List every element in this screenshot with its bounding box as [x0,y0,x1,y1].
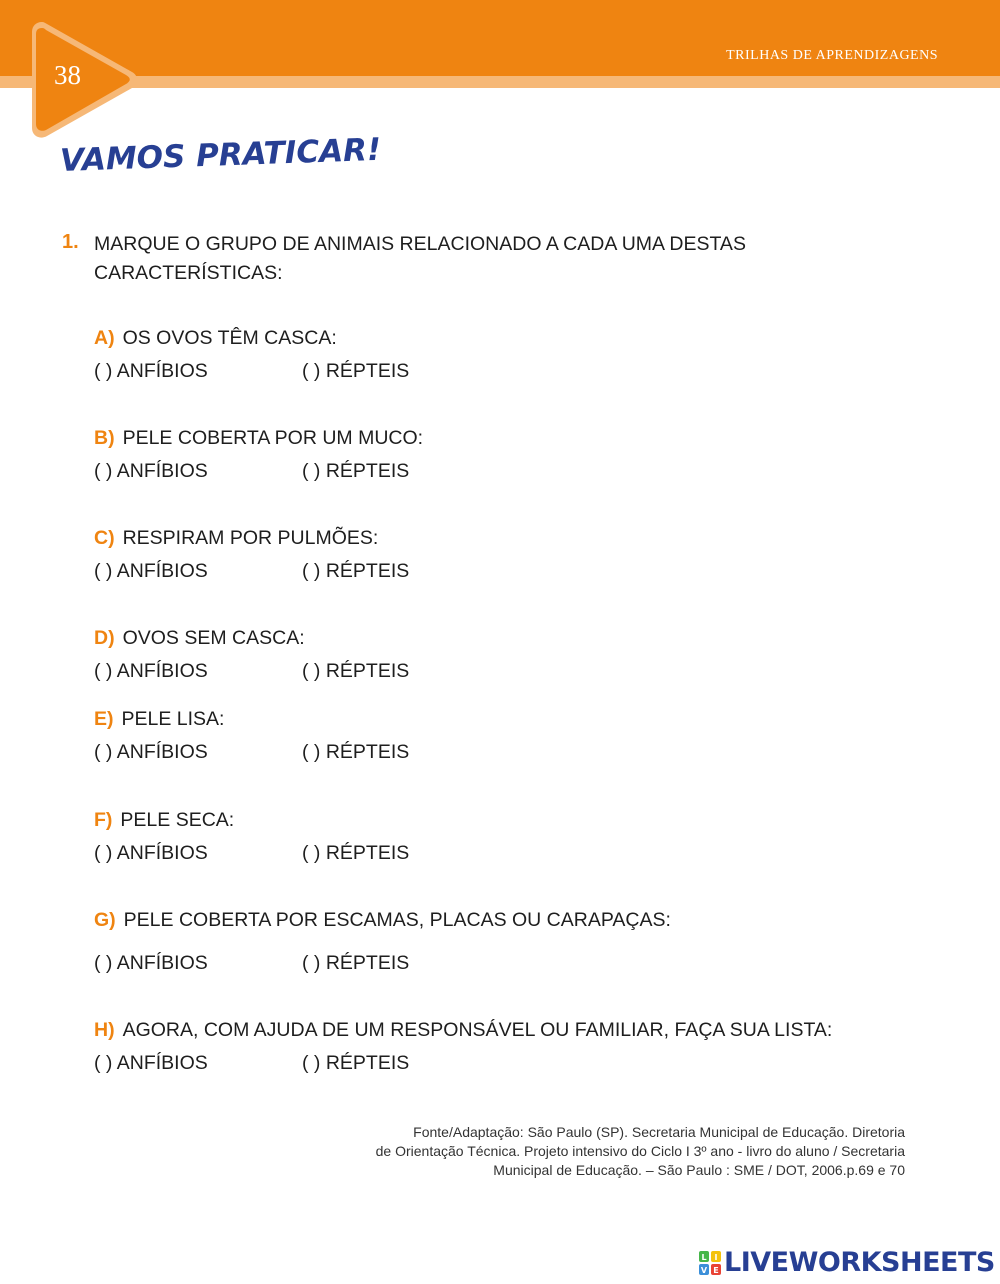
source-citation [376,1123,905,1180]
item-text: OVOS SEM CASCA: [122,627,305,649]
page-number: 38 [54,60,81,90]
item-letter: D) [94,627,115,649]
option-repteis[interactable]: ( ) RÉPTEIS [302,741,410,763]
item-a [94,326,410,384]
item-d [94,626,410,684]
page-badge-icon [28,18,140,142]
header-stripe [0,76,1000,88]
option-anfibios[interactable]: ( ) ANFÍBIOS [94,460,208,482]
option-anfibios[interactable]: ( ) ANFÍBIOS [94,842,208,864]
item-c [94,526,410,584]
item-letter: A) [94,327,115,349]
section-title: VAMOS PRATICAR! [59,131,382,179]
svg-text:I: I [714,1253,718,1262]
option-repteis[interactable]: ( ) RÉPTEIS [302,842,410,864]
item-text: PELE COBERTA POR ESCAMAS, PLACAS OU CARAPAÇAS: [123,909,671,931]
series-title: TRILHAS DE APRENDIZAGENS [726,48,938,63]
option-anfibios[interactable]: ( ) ANFÍBIOS [94,560,208,582]
item-text: RESPIRAM POR PULMÕES: [122,527,379,549]
option-repteis[interactable]: ( ) RÉPTEIS [302,1052,410,1074]
brand-name: LIVEWORKSHEETS [724,1247,995,1278]
item-letter: B) [94,427,115,449]
item-f [94,808,410,866]
header-band [0,0,1000,76]
item-g [94,908,671,976]
option-repteis[interactable]: ( ) RÉPTEIS [302,660,410,682]
option-anfibios[interactable]: ( ) ANFÍBIOS [94,1052,208,1074]
option-anfibios[interactable]: ( ) ANFÍBIOS [94,741,208,763]
item-b [94,426,423,484]
option-repteis[interactable]: ( ) RÉPTEIS [302,952,410,974]
option-anfibios[interactable]: ( ) ANFÍBIOS [94,660,208,682]
source-line-2: de Orientação Técnica. Projeto intensivo do Ciclo I 3º ano - livro do aluno / Secretaria [375,1143,905,1159]
item-text: AGORA, COM AJUDA DE UM RESPONSÁVEL OU FAMILIAR, FAÇA SUA LISTA: [122,1019,833,1041]
item-letter: F) [94,809,113,831]
liveworksheets-logo-icon [699,1251,721,1275]
question-number: 1. [62,231,79,253]
item-letter: H) [94,1019,115,1041]
item-e [94,707,410,765]
item-letter: E) [94,708,114,730]
source-line-3: Municipal de Educação. – São Paulo : SME / DOT, 2006.p.69 e 70 [493,1162,905,1178]
item-letter: G) [94,909,116,931]
item-text: PELE LISA: [121,708,225,730]
item-text: PELE COBERTA POR UM MUCO: [122,427,424,449]
option-repteis[interactable]: ( ) RÉPTEIS [302,360,410,382]
item-text: OS OVOS TÊM CASCA: [122,327,337,349]
option-repteis[interactable]: ( ) RÉPTEIS [302,460,410,482]
option-anfibios[interactable]: ( ) ANFÍBIOS [94,360,208,382]
question-text: MARQUE O GRUPO DE ANIMAIS RELACIONADO A CADA UMA DESTAS CARACTERÍSTICAS: [94,233,746,284]
option-anfibios[interactable]: ( ) ANFÍBIOS [94,952,208,974]
option-repteis[interactable]: ( ) RÉPTEIS [302,560,410,582]
svg-text:L: L [701,1253,707,1262]
svg-text:V: V [700,1266,708,1275]
svg-text:E: E [713,1266,719,1275]
item-letter: C) [94,527,115,549]
item-text: PELE SECA: [120,809,235,831]
item-h [94,1018,832,1076]
source-line-1: Fonte/Adaptação: São Paulo (SP). Secretaria Municipal de Educação. Diretoria [413,1124,905,1140]
